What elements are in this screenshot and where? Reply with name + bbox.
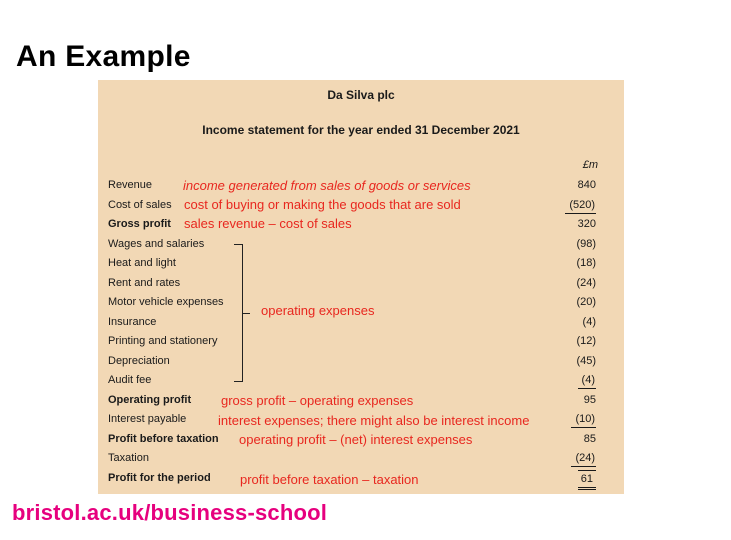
- row-label: Gross profit: [108, 218, 171, 230]
- row-value: (20): [576, 296, 596, 308]
- table-row: [98, 216, 624, 234]
- row-value: (10): [571, 411, 596, 428]
- row-value: (45): [576, 354, 596, 367]
- table-row: [98, 353, 624, 371]
- row-label: Printing and stationery: [108, 335, 218, 347]
- income-statement-panel: [98, 80, 624, 494]
- company-name: Da Silva plc: [327, 88, 395, 102]
- statement-title: Income statement for the year ended 31 December 2021: [202, 123, 520, 137]
- row-value: 61: [578, 470, 596, 490]
- row-value: (4): [582, 315, 596, 328]
- annotation-operating-profit: gross profit – operating expenses: [221, 393, 414, 408]
- unit-label: £m: [582, 159, 598, 171]
- row-label: Insurance: [108, 315, 157, 328]
- row-value: 840: [577, 179, 596, 191]
- row-value: (98): [576, 237, 596, 250]
- annotation-cost-of-sales: cost of buying or making the goods that are sold: [184, 197, 461, 212]
- footer-url[interactable]: bristol.ac.uk/business-school: [12, 500, 328, 525]
- annotation-interest-payable: interest expenses; there might also be interest income: [218, 413, 530, 428]
- row-value: (4): [578, 372, 596, 389]
- table-row: [98, 450, 624, 468]
- row-label: Interest payable: [108, 413, 187, 425]
- row-label: Rent and rates: [108, 276, 181, 289]
- annotation-gross-profit: sales revenue – cost of sales: [184, 216, 352, 231]
- row-label: Profit before taxation: [108, 432, 219, 445]
- row-label: Heat and light: [108, 257, 176, 269]
- row-label: Cost of sales: [108, 198, 172, 211]
- row-label: Depreciation: [108, 354, 170, 367]
- table-row: [98, 255, 624, 273]
- row-label: Taxation: [108, 452, 149, 464]
- row-label: Operating profit: [108, 393, 192, 406]
- row-label: Revenue: [108, 179, 153, 191]
- table-row: [98, 333, 624, 351]
- row-label: Wages and salaries: [108, 237, 205, 250]
- row-value: (24): [571, 450, 596, 467]
- row-value: 85: [583, 432, 596, 445]
- operating-expenses-bracket: [234, 244, 243, 382]
- annotation-profit-before-tax: operating profit – (net) interest expenses: [239, 432, 473, 447]
- table-row: [98, 236, 624, 254]
- row-label: Audit fee: [108, 374, 152, 386]
- table-row: [98, 275, 624, 293]
- row-value: (520): [565, 197, 596, 214]
- row-value: 95: [583, 393, 596, 406]
- annotation-revenue: income generated from sales of goods or services: [183, 178, 471, 193]
- row-value: (24): [576, 276, 596, 289]
- slide-title: An Example: [16, 40, 191, 73]
- row-value: (18): [576, 257, 596, 269]
- annotation-operating-expenses: operating expenses: [261, 303, 375, 318]
- row-value: (12): [576, 335, 596, 347]
- row-label: Profit for the period: [108, 471, 211, 484]
- annotation-profit-for-period: profit before taxation – taxation: [240, 472, 419, 487]
- table-row: [98, 372, 624, 390]
- bracket-tick: [243, 313, 250, 314]
- row-label: Motor vehicle expenses: [108, 296, 224, 308]
- row-value: 320: [577, 218, 596, 230]
